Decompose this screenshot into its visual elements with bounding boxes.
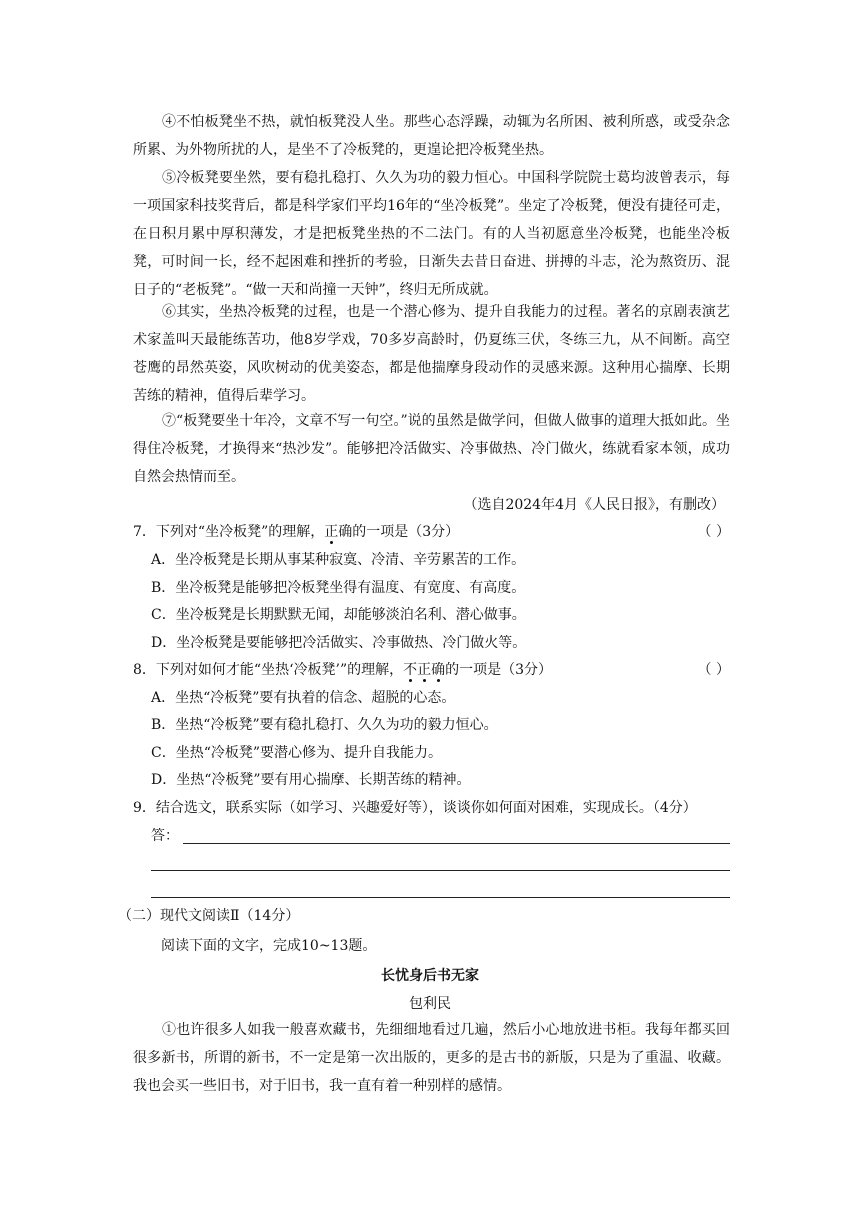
emphasis-dot-char: 不 — [403, 662, 418, 678]
question-8-stem — [133, 656, 730, 684]
q7-option-b: B．坐冷板凳是能够把冷板凳坐得有温度、有宽度、有高度。 — [151, 580, 526, 596]
question-8-stem-part-a: 8．下列对如何才能“坐热‘冷板凳’”的理解， — [133, 662, 404, 678]
article-paragraph-1: ①也许很多人如我一般喜欢藏书，先细细地看过几遍，然后小心地放进书柜。我每年都买回很多新书，所谓的新书，不一定是第一次出版的，更多的是古书的新版，只是为了重温、收藏。我也会买一些旧书，对于旧书，我一直有着一种别样的感情。 — [133, 1022, 730, 1094]
q7-option-c: C．坐冷板凳是长期默默无闻，却能够淡泊名利、潜心做事。 — [151, 607, 526, 623]
answer-bracket: （ ） — [697, 524, 730, 540]
emphasis-dot-char: 正 — [324, 524, 339, 540]
article-author: 包利民 — [409, 996, 451, 1012]
q8-option-d: D．坐热“冷板凳”要有用心揣摩、长期苦练的精神。 — [151, 772, 471, 788]
answer-label: 答： — [151, 828, 179, 844]
paragraph-7: ⑦“板凳要坐十年冷，文章不写一句空。”说的虽然是做学问，但做人做事的道理大抵如此。坐得住冷板凳，才换得来“热沙发”。能够把冷活做实、冷事做热、冷门做火，练就看家本领，成功自然会热情而至。 — [133, 413, 730, 485]
section-instruction: 阅读下面的文字，完成10~13题。 — [161, 938, 377, 954]
q8-option-c: C．坐热“冷板凳”要潜心修为、提升自我能力。 — [151, 745, 443, 761]
answer-line[interactable] — [151, 897, 730, 898]
q8-option-a: A．坐热“冷板凳”要有执着的信念、超脱的心态。 — [151, 690, 456, 706]
answer-line[interactable] — [151, 870, 730, 871]
question-8-stem-part-b: 的一项是（3分） — [445, 662, 553, 678]
question-9-stem: 9．结合选文，联系实际（如学习、兴趣爱好等），谈谈你如何面对困难，实现成长。（4分） — [133, 800, 697, 816]
answer-bracket: （ ） — [697, 662, 730, 678]
source-citation: （选自2024年4月《人民日报》，有删改） — [463, 497, 725, 513]
paragraph-5: ⑤冷板凳要坐然，要有稳扎稳打、久久为功的毅力恒心。中国科学院院士葛均波曾表示，每一项国家科技奖背后，都是科学家们平均16年的“坐冷板凳”。坐定了冷板凳，便没有捷径可走，在日积月累中厚积薄发，才是把板凳坐热的不二法门。有的人当初愿意坐冷板凳，也能坐冷板凳，可时间一长，经不起困难和挫折的考验，日渐失去昔日奋进、拼搏的斗志，沦为熬资历、混日子的“老板凳”。“做一天和尚撞一天钟”，终归无所成就。 — [133, 170, 730, 298]
q7-option-d: D．坐冷板凳是要能够把冷活做实、冷事做热、冷门做火等。 — [151, 635, 527, 651]
question-7-stem-part-a: 7．下列对“坐冷板凳”的理解， — [133, 524, 325, 540]
answer-line[interactable] — [183, 843, 730, 844]
paragraph-6: ⑥其实，坐热冷板凳的过程，也是一个潜心修为、提升自我能力的过程。著名的京剧表演艺术家盖叫天最能练苦功，他8岁学戏，70多岁高龄时，仍夏练三伏，冬练三九，从不间断。高空苍鹰的昂然英姿，风吹树动的优美姿态，都是他揣摩身段动作的灵感来源。这种用心揣摩、长期苦练的精神，值得后辈学习。 — [133, 304, 730, 404]
emphasis-dot-char: 确 — [431, 662, 446, 678]
q8-option-b: B．坐热“冷板凳”要有稳扎稳打、久久为功的毅力恒心。 — [151, 717, 498, 733]
q7-option-a: A．坐冷板凳是长期从事某种寂寞、冷清、辛劳累苦的工作。 — [151, 552, 526, 568]
paragraph-4: ④不怕板凳坐不热，就怕板凳没人坐。那些心态浮躁，动辄为名所困、被利所惑，或受杂念所累、为外物所扰的人，是坐不了冷板凳的，更遑论把冷板凳坐热。 — [133, 114, 730, 158]
emphasis-dot-char: 正 — [417, 662, 432, 678]
question-7-stem-part-b: 确的一项是（3分） — [338, 524, 460, 540]
article-title: 长忧身后书无家 — [381, 968, 479, 984]
section-title: （二）现代文阅读Ⅱ（14分） — [118, 908, 300, 924]
question-7-stem — [133, 518, 730, 546]
